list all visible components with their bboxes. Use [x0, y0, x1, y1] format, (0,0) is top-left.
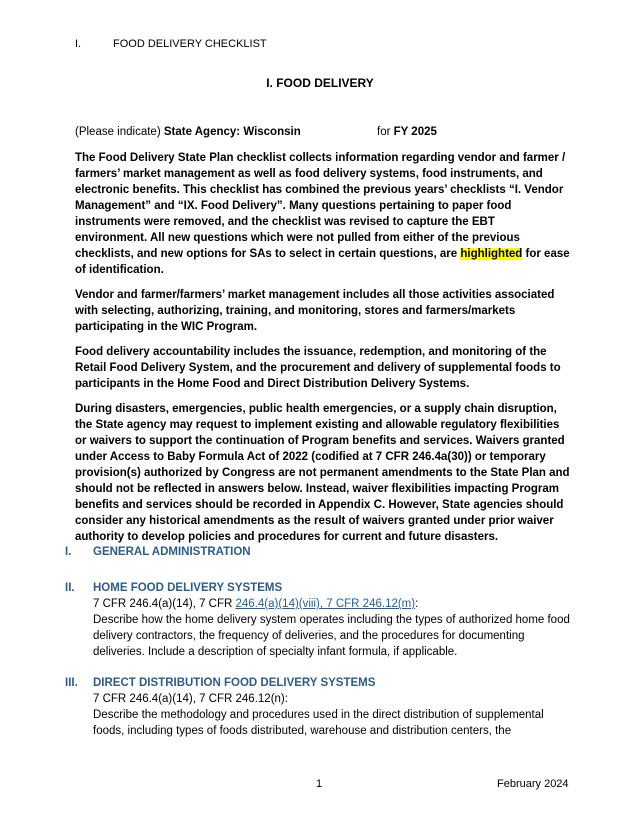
section-general-administration — [65, 544, 570, 560]
agency-name: State Agency: Wisconsin — [163, 126, 301, 138]
intro-p1-text: The Food Delivery State Plan checklist collects information regarding vendor and farmer / farmers’ market management as well as food delivery systems, food instruments, and electronic benefits. This checklist has combined the previous years’ checklists “I. Vendor Management” and “IX. Food Delivery”. Many questions pertaining to paper food instruments were removed, and the checklist was revised to capture the EBT environment. All new questions which were not pulled from either of the previous checklists, and new options for SAs to select in certain questions, are — [75, 152, 566, 260]
section-numeral: I. — [65, 546, 72, 558]
running-header — [75, 38, 267, 50]
citation-text: 7 CFR 246.4(a)(14), 7 CFR — [93, 598, 236, 610]
page-number: 1 — [316, 778, 323, 790]
intro-paragraph-4: During disasters, emergencies, public health emergencies, or a supply chain disruption, the State agency may request to implement existing and allowable regulatory flexibilities or waivers to support the continuation of Program benefits and services. Waivers granted under Access to Baby Formula Act of 2022 (codified at 7 CFR 246.4a(30)) or temporary provision(s) authorized by Congress are not permanent amendments to the State Plan and should not be reflected in answers below. Instead, waiver flexibilities impacting Program benefits and services should be recorded in Appendix C. However, State agencies should consider any historical amendments as the result of waivers granted under prior waiver authority to develop policies and procedures for current and future disasters. — [75, 403, 570, 543]
footer-date: February 2024 — [497, 778, 569, 790]
fy-label: for — [377, 126, 394, 138]
agency-line — [75, 126, 437, 138]
section-numeral: III. — [65, 677, 78, 689]
intro-paragraph-3: Food delivery accountability includes the issuance, redemption, and monitoring of the Retail Food Delivery System, and the procurement and delivery of supplemental foods to participants in the Home Food and Direct Distribution Delivery Systems. — [75, 346, 561, 390]
section-heading: GENERAL ADMINISTRATION — [93, 546, 251, 558]
section-list — [65, 544, 570, 754]
intro-p1-end: for ease of identification. — [75, 248, 570, 276]
citation-link[interactable]: 246.4(a)(14)(viii), 7 CFR 246.12(m) — [235, 598, 416, 610]
intro-paragraph-2: Vendor and farmer/farmers’ market management includes all those activities associated with selecting, authorizing, training, and monitoring, stores and farmers/markets participating in the WIC Program. — [75, 289, 555, 333]
section-home-food-delivery — [65, 580, 570, 660]
fiscal-year — [377, 126, 437, 138]
section-heading: DIRECT DISTRIBUTION FOOD DELIVERY SYSTEMS — [93, 677, 376, 689]
fy-value: FY 2025 — [393, 126, 437, 138]
agency-prefix: (Please indicate) — [75, 126, 164, 138]
section-description: Describe how the home delivery system operates including the types of authorized home food delivery contractors, the frequency of deliveries, and the procedures for documenting deliveries. Include a description of specialty infant formula, if applicable. — [93, 614, 570, 658]
intro-paragraph-1 — [75, 150, 570, 278]
section-numeral: II. — [65, 582, 75, 594]
section-direct-distribution — [65, 675, 570, 739]
intro-text — [75, 150, 570, 554]
section-citation — [93, 596, 570, 612]
section-heading: HOME FOOD DELIVERY SYSTEMS — [93, 582, 283, 594]
section-description: Describe the methodology and procedures used in the direct distribution of supplemental foods, including types of foods distributed, warehouse and distribution centers, the — [93, 709, 544, 737]
section-citation: 7 CFR 246.4(a)(14), 7 CFR 246.12(n): — [93, 693, 288, 705]
header-numeral: I. — [75, 38, 82, 50]
header-text: FOOD DELIVERY CHECKLIST — [113, 38, 267, 50]
citation-colon: : — [415, 598, 419, 610]
page-title: I. FOOD DELIVERY — [266, 76, 374, 90]
highlight-word: highlighted — [460, 248, 523, 260]
